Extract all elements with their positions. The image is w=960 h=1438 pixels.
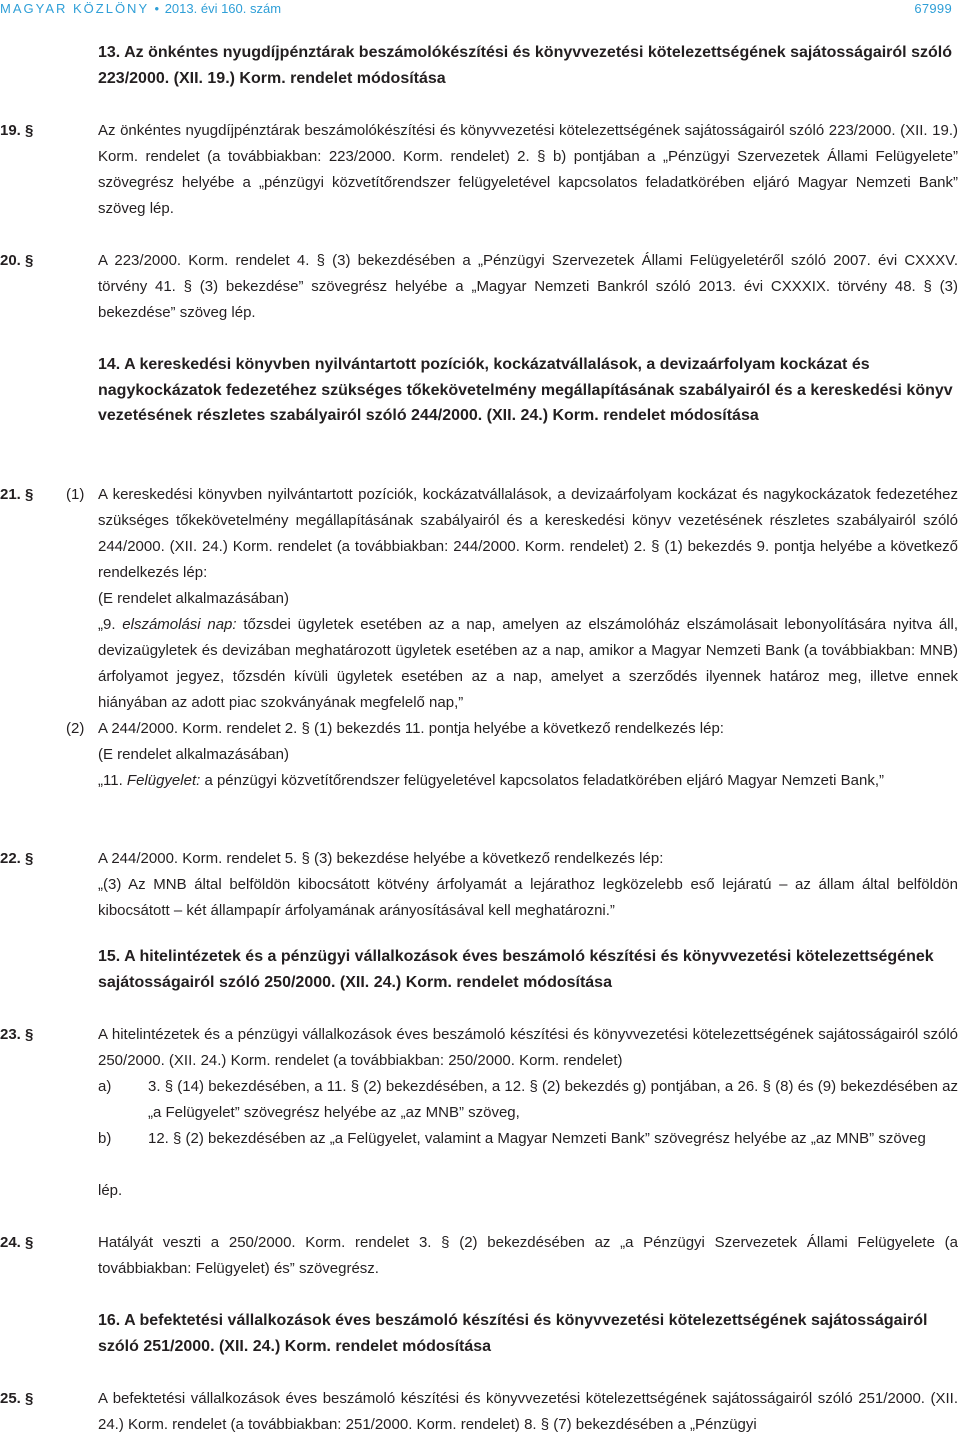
paragraph-22-quote: „(3) Az MNB által belföldön kibocsátott kötvény árfolyamát a lejárathoz legközelebb eső lejáratú – az állam által belföldön kibocsátott – két állampapír árfolyamának arányosításával kell meghatározni.” [98, 876, 958, 919]
quote-body: a pénzügyi közvetítőrendszer felügyeletével kapcsolatos feladatkörében eljáró Magyar Nemzeti Bank,” [200, 772, 884, 789]
paragraph-21-sub2-number: (2) [66, 720, 85, 737]
quote-lead: „11. [98, 772, 127, 789]
defined-term: Felügyelet: [126, 772, 201, 789]
paragraph-25-number: 25. § [0, 1390, 34, 1407]
paragraph-21-sub1-context: (E rendelet alkalmazásában) [98, 590, 289, 607]
paragraph-22-number: 22. § [0, 850, 34, 867]
running-header [0, 0, 952, 18]
section-13-title: 13. Az önkéntes nyugdíjpénztárak beszámolókészítési és könyvvezetési kötelezettségének sajátosságairól szóló 223/2000. (XII. 19.) Korm. rendelet módosítása [98, 44, 952, 87]
paragraph-22-text: A 244/2000. Korm. rendelet 5. § (3) bekezdése helyébe a következő rendelkezés lép: [98, 850, 664, 867]
paragraph-20-number: 20. § [0, 252, 34, 269]
paragraph-23-number: 23. § [0, 1026, 34, 1043]
paragraph-21-number: 21. § [0, 486, 34, 503]
paragraph-21-sub1-text: A kereskedési könyvben nyilvántartott pozíciók, kockázatvállalások, a devizaárfolyam kockázat és nagykockázatok fedezetéhez szükséges tőkekövetelmény megállapításának szabályairól és a kereskedési könyv vezetésének részletes szabályairól szóló 244/2000. (XII. 24.) Korm. rendelet (a továbbiakban: 244/2000. Korm. rendelet) 2. § (1) bekezdés 9. pontja helyébe a következő rendelkezés lép: [98, 486, 958, 581]
list-item-b-label: b) [98, 1130, 112, 1147]
paragraph-23-closing: lép. [98, 1182, 123, 1199]
list-item-b-text: 12. § (2) bekezdésében az „a Felügyelet, valamint a Magyar Nemzeti Bank” szövegrész helyébe az „az MNB” szöveg [148, 1130, 926, 1147]
section-15-title: 15. A hitelintézetek és a pénzügyi vállalkozások éves beszámoló készítési és könyvvezetési kötelezettségének sajátosságairól szóló 250/2000. (XII. 24.) Korm. rendelet módosítása [98, 948, 934, 991]
header-bullet: • [154, 1, 160, 16]
paragraph-21-sub2-text: A 244/2000. Korm. rendelet 2. § (1) bekezdés 11. pontja helyébe a következő rendelkezés lép: [98, 720, 724, 737]
paragraph-20-text: A 223/2000. Korm. rendelet 4. § (3) bekezdésében a „Pénzügyi Szervezetek Állami Felügyeletéről szóló 2007. évi CXXXV. törvény 41. § (3) bekezdése” szövegrész helyébe a „Magyar Nemzeti Bankról szóló 2013. évi CXXXIX. törvény 48. § (3) bekezdése” szöveg lép. [98, 252, 958, 321]
paragraph-19-text: Az önkéntes nyugdíjpénztárak beszámolókészítési és könyvvezetési kötelezettségének sajátosságairól szóló 223/2000. (XII. 19.) Korm. rendelet (a továbbiakban: 223/2000. Korm. rendelet) 2. § b) pontjában a „Pénzügyi Szervezetek Állami Felügyelete” szövegrész helyébe a „pénzügyi közvetítőrendszer felügyeletével kapcsolatos feladatkörében eljáró Magyar Nemzeti Bank” szöveg lép. [98, 122, 958, 217]
paragraph-24-number: 24. § [0, 1234, 34, 1251]
quote-lead: „9. [98, 616, 123, 633]
paragraph-21-sub2-quote [98, 768, 958, 794]
paragraph-25-text: A befektetési vállalkozások éves beszámoló készítési és könyvvezetési kötelezettségének sajátosságairól szóló 251/2000. (XII. 24.) Korm. rendelet (a továbbiakban: 251/2000. Korm. rendelet) 8. § (7) bekezdésében a „Pénzügyi [98, 1390, 958, 1433]
paragraph-24-text: Hatályát veszti a 250/2000. Korm. rendelet 3. § (2) bekezdésében az „a Pénzügyi Szervezetek Állami Felügyelete (a továbbiakban: Felügyelet) és” szövegrész. [98, 1234, 958, 1277]
section-16-title: 16. A befektetési vállalkozások éves beszámoló készítési és könyvvezetési kötelezettségének sajátosságairól szóló 251/2000. (XII. 24.) Korm. rendelet módosítása [98, 1312, 928, 1355]
paragraph-21-sub2-context: (E rendelet alkalmazásában) [98, 746, 289, 763]
list-item-a-text: 3. § (14) bekezdésében, a 11. § (2) bekezdésében, a 12. § (2) bekezdés g) pontjában, a 26. § (8) és (9) bekezdésében az „a Felügyelet” szövegrész helyébe az „az MNB” szöveg, [148, 1078, 958, 1121]
page-number: 67999 [914, 1, 952, 16]
section-14-title: 14. A kereskedési könyvben nyilvántartott pozíciók, kockázatvállalások, a devizaárfolyam kockázat és nagykockázatok fedezetéhez szükséges tőkekövetelmény megállapításának szabályairól és a kereskedési könyv vezetésének részletes szabályairól szóló 244/2000. (XII. 24.) Korm. rendelet módosítása [98, 356, 953, 424]
paragraph-21-sub1-quote [98, 612, 958, 716]
paragraph-19-number: 19. § [0, 122, 34, 139]
quote-body: tőzsdei ügyletek esetében az a nap, amelyen az elszámolóház elszámolásait lebonyolítására nyitva áll, devizaügyletek és devizában meghatározott ügyletek esetében az a nap, amikor a Magyar Nemzeti Bank (a továbbiakban: MNB) árfolyamot jegyez, tőzsdén kívüli ügyletek esetében az a nap, amelyet a szerződés ilyennek határoz meg, illetve ennek hiányában az adott piac szokványának megfelelő nap,” [98, 616, 958, 711]
defined-term: elszámolási nap: [122, 616, 237, 633]
paragraph-23-text: A hitelintézetek és a pénzügyi vállalkozások éves beszámoló készítési és könyvvezetési kötelezettségének sajátosságairól szóló 250/2000. (XII. 24.) Korm. rendelet (a továbbiakban: 250/2000. Korm. rendelet) [98, 1026, 958, 1069]
paragraph-21-sub1-number: (1) [66, 486, 85, 503]
journal-name: MAGYAR KÖZLÖNY [0, 1, 149, 16]
list-item-a-label: a) [98, 1078, 112, 1095]
issue-info: 2013. évi 160. szám [164, 1, 282, 16]
